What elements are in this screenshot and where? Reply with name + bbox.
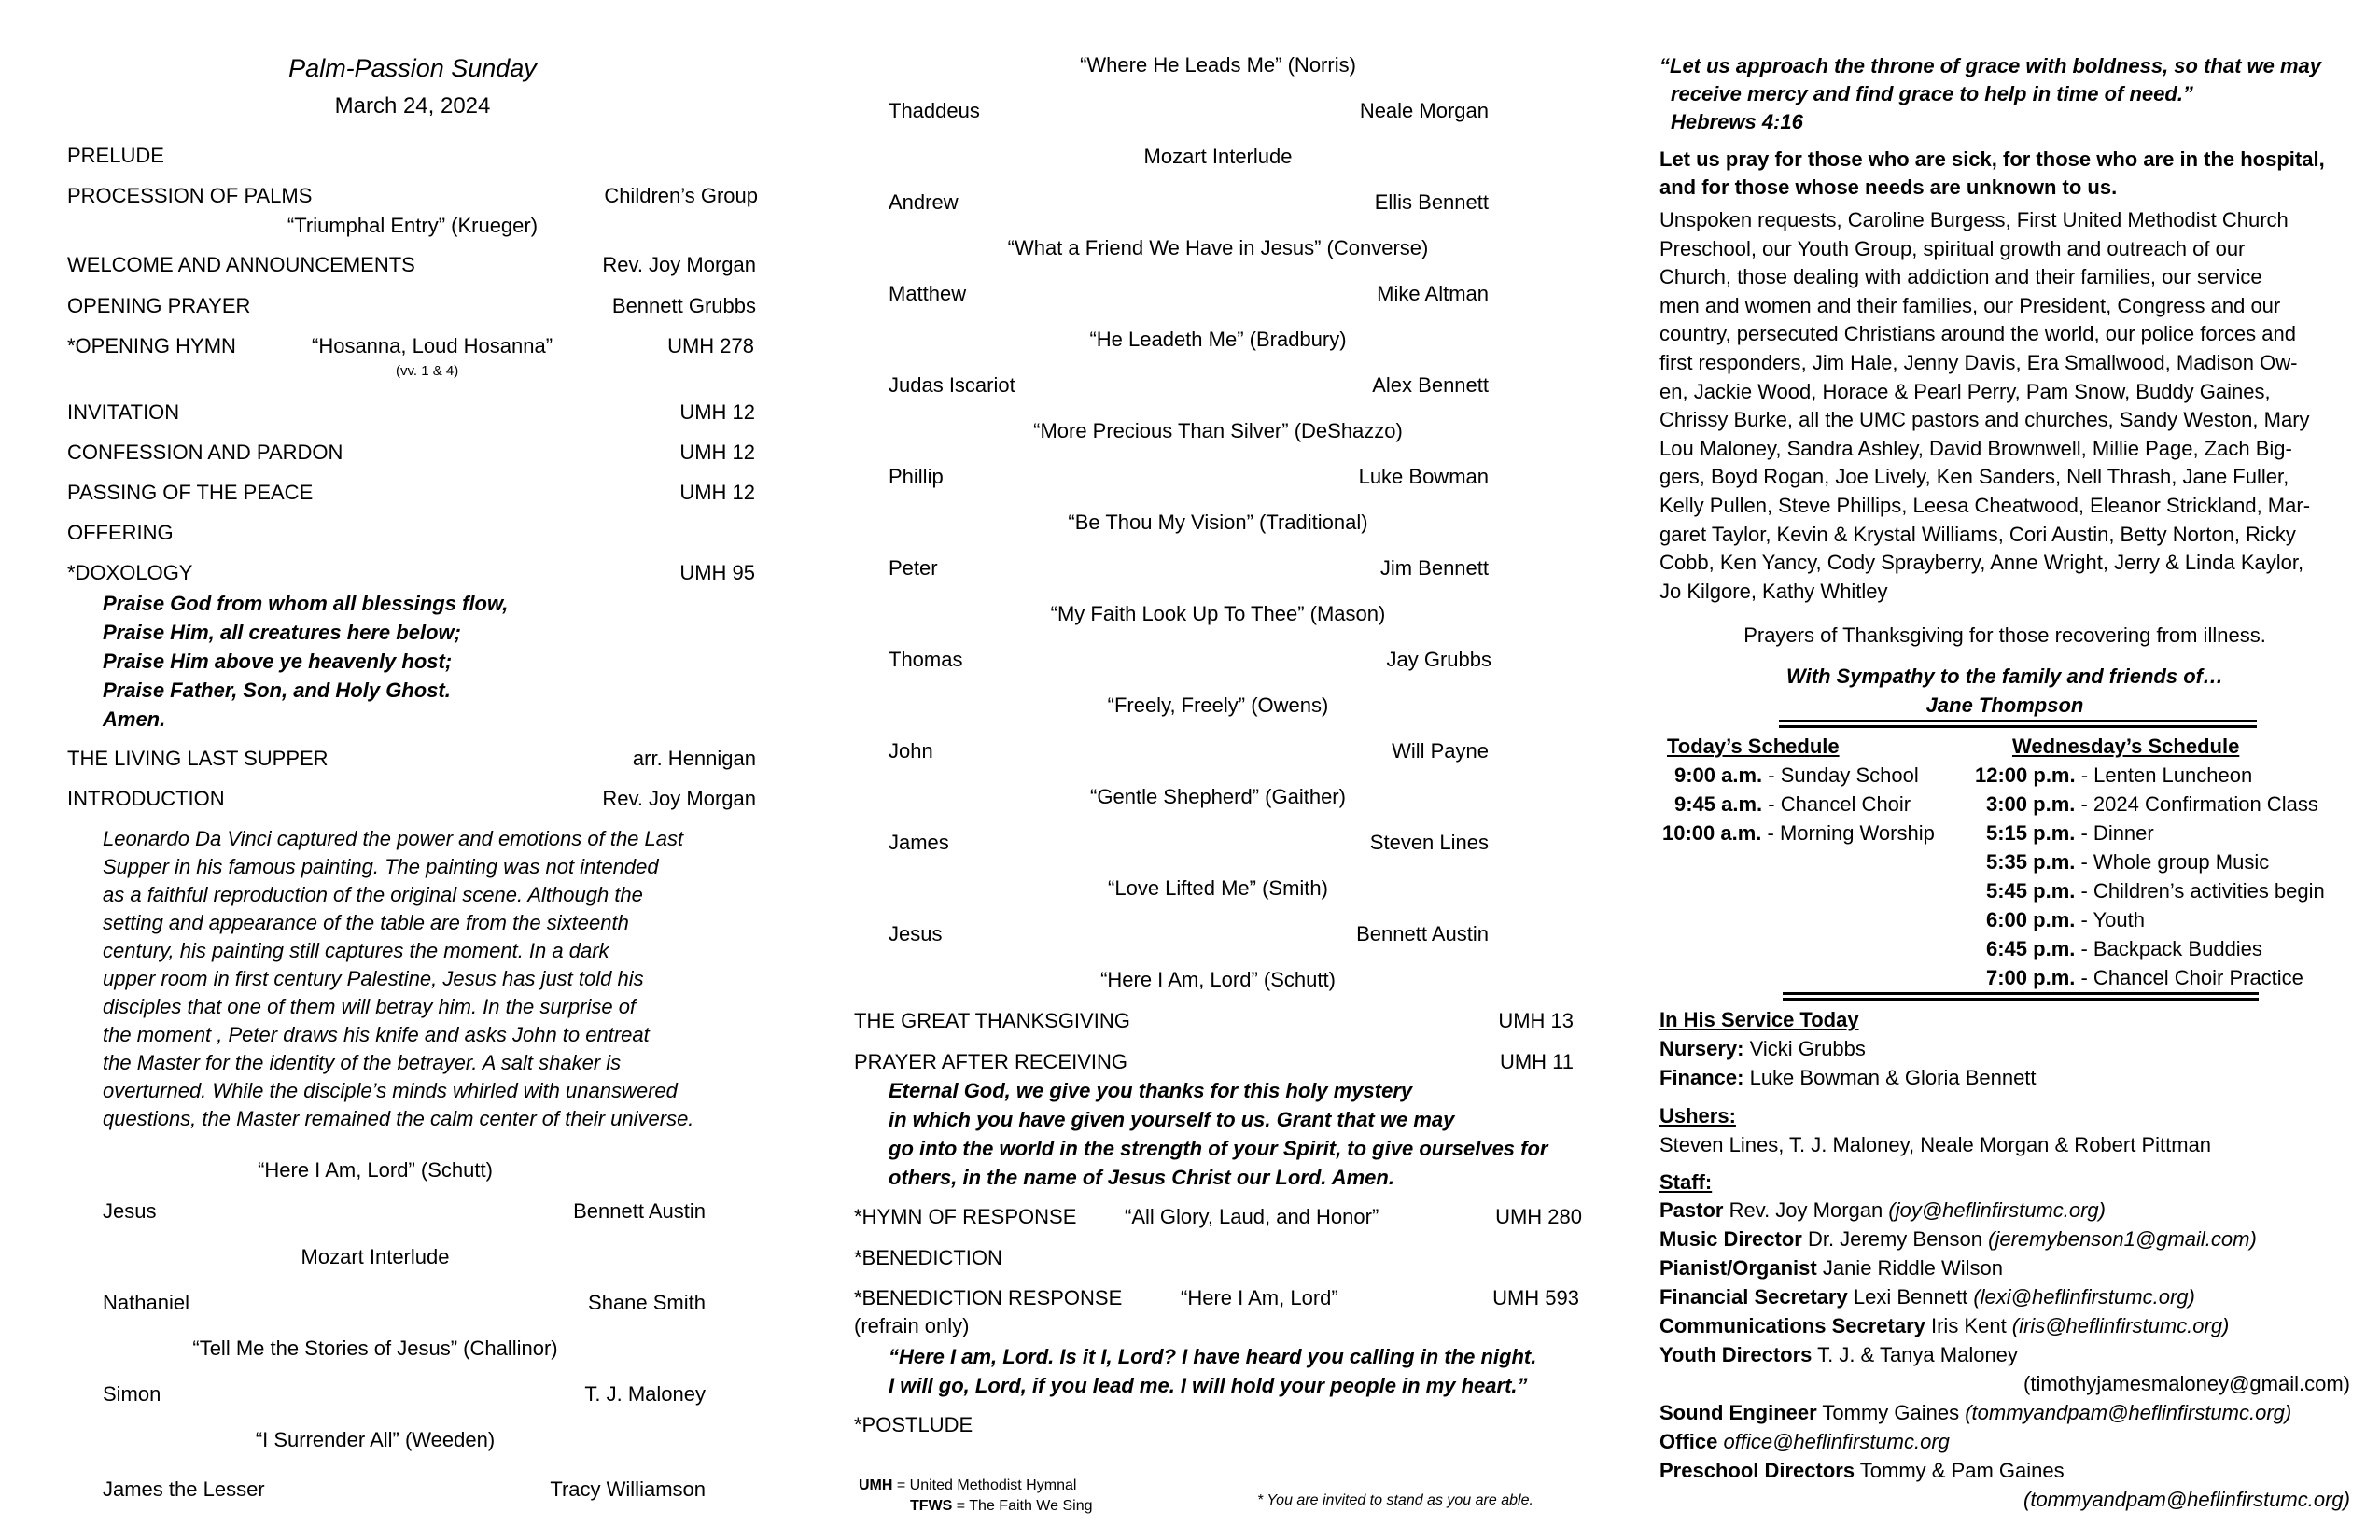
supper-song: “Love Lifted Me” (Smith) <box>1108 876 1328 900</box>
schedule-item: 7:00 p.m. - Chancel Choir Practice <box>1986 966 2303 989</box>
scripture-verse: “Let us approach the throne of grace with boldness, so that we may receive mercy and find grace to help in time of need.” Hebrews 4:16 <box>1659 54 2322 133</box>
footnote-stand: * You are invited to stand as you are able. <box>1257 1492 1533 1508</box>
staff-line: Preschool Directors Tommy & Pam Gaines <box>1659 1459 2065 1482</box>
supper-song: Mozart Interlude <box>1143 145 1293 168</box>
staff-line: Pastor Rev. Joy Morgan (joy@heflinfirstumc.org) <box>1659 1198 2106 1222</box>
wednesday-schedule-heading: Wednesday’s Schedule <box>2012 735 2240 758</box>
ushers-list: Steven Lines, T. J. Maloney, Neale Morgan & Robert Pittman <box>1659 1133 2212 1156</box>
supper-song: “Here I Am, Lord” (Schutt) <box>258 1158 493 1182</box>
schedule-item: 12:00 p.m. - Lenten Luncheon <box>1975 763 2253 787</box>
staff-line: Sound Engineer Tommy Gaines (tommyandpam@heflinfirstumc.org) <box>1659 1401 2292 1424</box>
nursery-line: Nursery: Vicki Grubbs <box>1659 1037 1866 1060</box>
schedule-item: 5:35 p.m. - Whole group Music <box>1986 850 2270 874</box>
bulletin-title: Palm-Passion Sunday <box>288 54 537 82</box>
supper-song: “Here I Am, Lord” (Schutt) <box>1100 968 1336 991</box>
staff-heading: Staff: <box>1659 1170 1713 1194</box>
divider <box>1783 992 2259 1001</box>
sympathy-name: Jane Thompson <box>1925 693 2084 717</box>
staff-line: Pianist/Organist Janie Riddle Wilson <box>1659 1256 2004 1280</box>
response-text: “Here I am, Lord. Is it I, Lord? I have heard you calling in the night. I will go, Lord, if you lead me. I will hold your people in my heart.” <box>889 1345 1537 1397</box>
supper-song: “What a Friend We Have in Jesus” (Converse) <box>1007 236 1429 259</box>
schedule-item: 6:45 p.m. - Backpack Buddies <box>1986 937 2262 960</box>
schedule-item: 5:45 p.m. - Children’s activities begin <box>1986 879 2325 903</box>
supper-song: “Gentle Shepherd” (Gaither) <box>1090 785 1346 808</box>
schedule-item: 9:00 a.m. - Sunday School <box>1674 763 1919 787</box>
staff-line: Music Director Dr. Jeremy Benson (jeremybenson1@gmail.com) <box>1659 1227 2257 1251</box>
supper-song: Mozart Interlude <box>301 1245 450 1268</box>
refrain-note: (refrain only) <box>854 1314 970 1337</box>
supper-song: “Be Thou My Vision” (Traditional) <box>1068 511 1368 534</box>
schedule-item: 3:00 p.m. - 2024 Confirmation Class <box>1986 792 2318 816</box>
supper-song: “My Faith Look Up To Thee” (Mason) <box>1050 602 1386 625</box>
supper-song: “Tell Me the Stories of Jesus” (Challinor) <box>192 1337 558 1360</box>
supper-song: “Where He Leads Me” (Norris) <box>1080 53 1356 77</box>
staff-line: Office office@heflinfirstumc.org <box>1659 1430 1950 1453</box>
service-heading: In His Service Today <box>1659 1008 1859 1031</box>
doxology-text: Praise God from whom all blessings flow, Praise Him, all creatures here below; Praise Him above ye heavenly host; Praise Father, Son, and Holy Ghost. Amen. <box>103 592 509 731</box>
prayer-heading: Let us pray for those who are sick, for those who are in the hospital, and for those whose needs are unknown to us. <box>1659 147 2325 199</box>
schedule-item: 9:45 a.m. - Chancel Choir <box>1674 792 1911 816</box>
procession-song: “Triumphal Entry” (Krueger) <box>287 214 539 237</box>
staff-line: Financial Secretary Lexi Bennett (lexi@heflinfirstumc.org) <box>1659 1285 2195 1309</box>
sympathy-line: With Sympathy to the family and friends of… <box>1786 665 2223 688</box>
finance-line: Finance: Luke Bowman & Gloria Bennett <box>1659 1066 2037 1089</box>
introduction-text: Leonardo Da Vinci captured the power and emotions of the Last Supper in his famous painting. The painting was not intended as a faithful reproduction of the original scene. Although the setting and appearance of the table are from the sixteenth century, his painting still captures the moment. In a dark upper room in first century Palestine, Jesus has just told his disciples that one of them will betray him. In the surprise of the moment , Peter draws his knife and asks John to entreat the Master for the identity of the betrayer. A salt shaker is overturned. While the disciple’s minds whirled with unanswered questions, the Master remained the calm center of their universe. <box>103 827 694 1130</box>
supper-song: “I Surrender All” (Weeden) <box>255 1428 496 1451</box>
thanksgiving-note: Prayers of Thanksgiving for those recovering from illness. <box>1743 623 2266 647</box>
schedule-item: 10:00 a.m. - Morning Worship <box>1662 821 1935 845</box>
footnote-umh: UMH = United Methodist Hymnal <box>859 1477 1077 1493</box>
prayer-text: Eternal God, we give you thanks for this holy mystery in which you have given yourself to us. Grant that we may go into the world in the strength of your Spirit, to give ourselves for others, in the name of Jesus Christ our Lord. Amen. <box>889 1079 1548 1189</box>
supper-song: “More Precious Than Silver” (DeShazzo) <box>1033 419 1403 442</box>
footnote-tfws: TFWS = The Faith We Sing <box>910 1498 1093 1514</box>
staff-line: Communications Secretary Iris Kent (iris@heflinfirstumc.org) <box>1659 1314 2230 1337</box>
supper-song: “Freely, Freely” (Owens) <box>1107 693 1329 717</box>
prayer-list: Unspoken requests, Caroline Burgess, First United Methodist Church Preschool, our Youth Group, spiritual growth and outreach of our Church, those dealing with addiction and their families, our service men and women and their families, our President, Congress and our country, persecuted Christians around the world, our police forces and first responders, Jim Hale, Jenny Davis, Era Smallwood, Madison Ow- en, Jackie Wood, Horace & Pearl Perry, Pam Snow, Buddy Gaines, Chrissy Burke, all the UMC pastors and churches, Sandy Weston, Mary Lou Maloney, Sandra Ashley, David Brownwell, Millie Page, Zach Big- gers, Boyd Rogan, Joe Lively, Ken Sanders, Nell Thrash, Jane Fuller, Kelly Pullen, Steve Phillips, Leesa Cheatwood, Eleanor Strickland, Mar- garet Taylor, Kevin & Krystal Williams, Cori Austin, Betty Norton, Ricky Cobb, Ken Yancy, Cody Sprayberry, Anne Wright, Jerry & Linda Kaylor, Jo Kilgore, Kathy Whitley <box>1659 208 2311 603</box>
supper-song: “He Leadeth Me” (Bradbury) <box>1089 328 1347 351</box>
today-schedule-heading: Today’s Schedule <box>1667 735 1840 758</box>
schedule-item: 5:15 p.m. - Dinner <box>1986 821 2154 845</box>
youth-email: (timothyjamesmaloney@gmail.com) <box>2023 1372 2350 1395</box>
divider <box>1779 720 2257 728</box>
hymn-verses: (vv. 1 & 4) <box>396 363 459 379</box>
schedule-item: 6:00 p.m. - Youth <box>1986 908 2146 931</box>
ushers-heading: Ushers: <box>1659 1104 1736 1127</box>
staff-line: Youth Directors T. J. & Tanya Maloney <box>1659 1343 2018 1366</box>
bulletin-date: March 24, 2024 <box>334 93 491 119</box>
preschool-email: (tommyandpam@heflinfirstumc.org) <box>2023 1488 2350 1511</box>
